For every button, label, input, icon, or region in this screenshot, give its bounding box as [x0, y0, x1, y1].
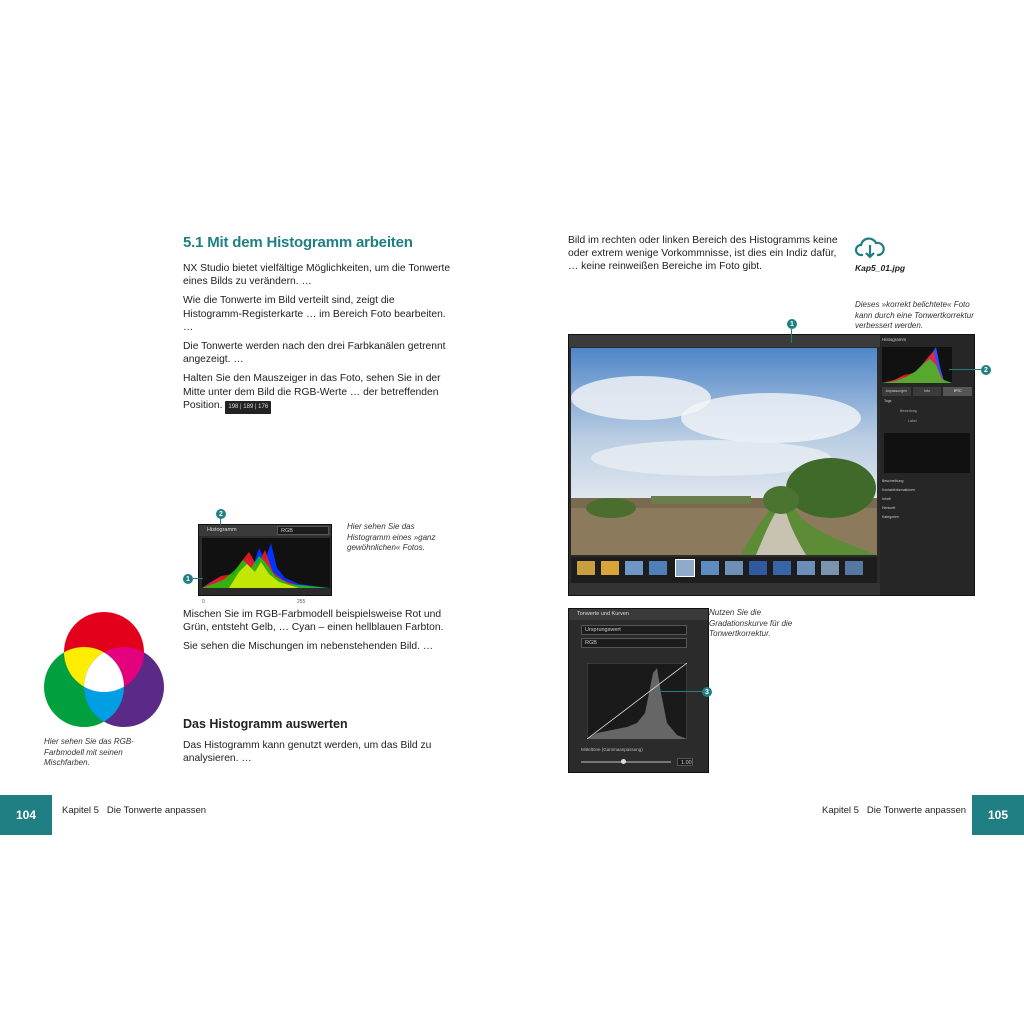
callout-1-photo: 1: [787, 319, 797, 329]
running-footer: [822, 805, 966, 816]
nx-studio-screenshot: [568, 334, 975, 596]
sidebar-tabs: [882, 387, 972, 396]
histogram-axis-max: 255: [297, 599, 306, 605]
curves-panel-header: [569, 609, 708, 620]
sub-heading: Das Histogramm auswerten: [183, 717, 348, 731]
chapter-label: Kapitel 5: [62, 805, 99, 816]
page-number-tab: [0, 795, 52, 835]
keyword-box: [884, 433, 970, 473]
paragraph-1-excerpt: Bild im rechten oder linken Bereich des Histogramms keine oder extrem wenige Vorkommnisse, ist dies ein Indiz dafür, … keine reinweißen Bereiche im Foto gibt.: [568, 235, 838, 273]
tab-info[interactable]: Info: [913, 387, 942, 396]
sidebar-section-list: [882, 477, 972, 522]
midtones-slider-handle[interactable]: [621, 759, 626, 764]
tab-iptc[interactable]: IPTC: [943, 387, 972, 396]
histogram-figure: [198, 524, 332, 605]
paragraph-3-excerpt: Die Tonwerte werden nach den drei Farbkanälen getrennt angezeigt. …: [183, 341, 446, 366]
rating-label: Bewertung: [900, 409, 917, 413]
callout-3-curve: 3: [702, 687, 712, 697]
sidebar-section-tags[interactable]: Tags: [884, 399, 892, 403]
callout-1-small-histogram: 1: [183, 574, 193, 584]
sidebar-section-beschreibung[interactable]: Beschreibung: [882, 479, 904, 483]
callout-leader: [220, 519, 221, 525]
right-sidebar: [880, 335, 974, 595]
rgb-venn-diagram: [40, 608, 170, 733]
chapter-title: Die Tonwerte anpassen: [866, 805, 967, 816]
histogram-channel-select[interactable]: RGB: [277, 526, 329, 535]
sidebar-histogram-graph: [882, 347, 952, 383]
callout-2-histogram: 2: [981, 365, 991, 375]
channel-select[interactable]: RGB: [581, 638, 687, 648]
page-number: 104: [15, 808, 37, 822]
paragraph-6-excerpt: Sie sehen die Mischungen im nebenstehenden Bild. …: [183, 641, 434, 653]
callout-leader: [658, 691, 702, 692]
cloud-download-icon[interactable]: [855, 236, 885, 260]
histogram-caption: Hier sehen Sie das Histogramm eines »ganz gewöhnlichen« Fotos.: [347, 522, 436, 552]
tone-curve-graph[interactable]: [587, 663, 687, 739]
midtones-slider[interactable]: [581, 761, 671, 763]
midtones-value-field[interactable]: 1.00: [677, 758, 693, 766]
callout-2-small-histogram: 2: [216, 509, 226, 519]
paragraph-7-excerpt: Das Histogramm kann genutzt werden, um das Bild zu analysieren. …: [183, 740, 432, 765]
mixing-text-block: [183, 608, 455, 660]
histogram-graph: [199, 538, 333, 588]
midtones-label: Mitteltöne (Gammaanpassung): [581, 747, 643, 752]
section-heading: 5.1 Mit dem Histogramm arbeiten: [183, 234, 413, 251]
histogram-axis-min: 0: [202, 599, 205, 605]
paragraph-1-excerpt: NX Studio bietet vielfältige Möglichkeiten, um die Tonwerte eines Bilds zu verändern. …: [183, 263, 451, 288]
callout-leader: [949, 369, 981, 370]
venn-caption: Hier sehen Sie das RGB-Farbmodell mit seinen Mischfarben.: [44, 737, 134, 767]
paragraph-5-excerpt: Mischen Sie im RGB-Farbmodell beispielsweise Rot und Grün, entsteht Gelb, … Cyan – einen hellblauen Farbton.: [183, 609, 444, 634]
callout-leader: [791, 329, 792, 343]
landscape-photo: [571, 348, 877, 555]
callout-leader: [193, 578, 203, 579]
tab-anpassungen[interactable]: Anpassungen: [882, 387, 911, 396]
photo-caption: Dieses »korrekt belichtete« Foto kann durch eine Tonwertkorrektur verbessert werden.: [855, 300, 974, 330]
paragraph-2-excerpt: Wie die Tonwerte im Bild verteilt sind, zeigt die Histogramm-Registerkarte … im Bereich Foto bearbeiten. …: [183, 295, 446, 333]
sidebar-histogram-title: Histogramm: [882, 337, 907, 342]
running-footer: [62, 805, 206, 816]
histogram-figure-title: Histogramm: [207, 527, 237, 533]
right-page: [512, 0, 1024, 1024]
paragraph-4-text: Halten Sie den Mauszeiger in das Foto, sehen Sie in der Mitte unter dem Bild die RGB-Werte … der betreffenden Position.: [183, 373, 441, 411]
label-label: Label: [908, 419, 917, 423]
sidebar-section-kategorien[interactable]: Kategorien: [882, 515, 899, 519]
page-number-tab: [972, 795, 1024, 835]
chapter-label: Kapitel 5: [822, 805, 859, 816]
curves-panel-title: Tonwerte und Kurven: [577, 611, 629, 617]
sidebar-section-herkunft[interactable]: Herkunft: [882, 506, 896, 510]
page-number: 105: [987, 808, 1009, 822]
intro-text-block: [183, 262, 455, 420]
curves-caption: Nutzen Sie die Gradationskurve für die Tonwertkorrektur.: [709, 608, 793, 638]
analysis-text-block: [183, 739, 455, 771]
paragraph-4-excerpt: [183, 372, 455, 414]
continuation-text-block: [568, 234, 840, 280]
preset-select[interactable]: Ursprungswert: [581, 625, 687, 635]
chapter-title: Die Tonwerte anpassen: [106, 805, 207, 816]
download-filename: Kap5_01.jpg: [855, 263, 906, 273]
rgb-readout-chip: 198 | 189 | 176: [225, 401, 271, 414]
sidebar-section-kontakt[interactable]: Kontaktinformationen: [882, 488, 916, 492]
filmstrip[interactable]: [571, 557, 877, 583]
sidebar-section-inhalt[interactable]: Inhalt: [882, 497, 891, 501]
